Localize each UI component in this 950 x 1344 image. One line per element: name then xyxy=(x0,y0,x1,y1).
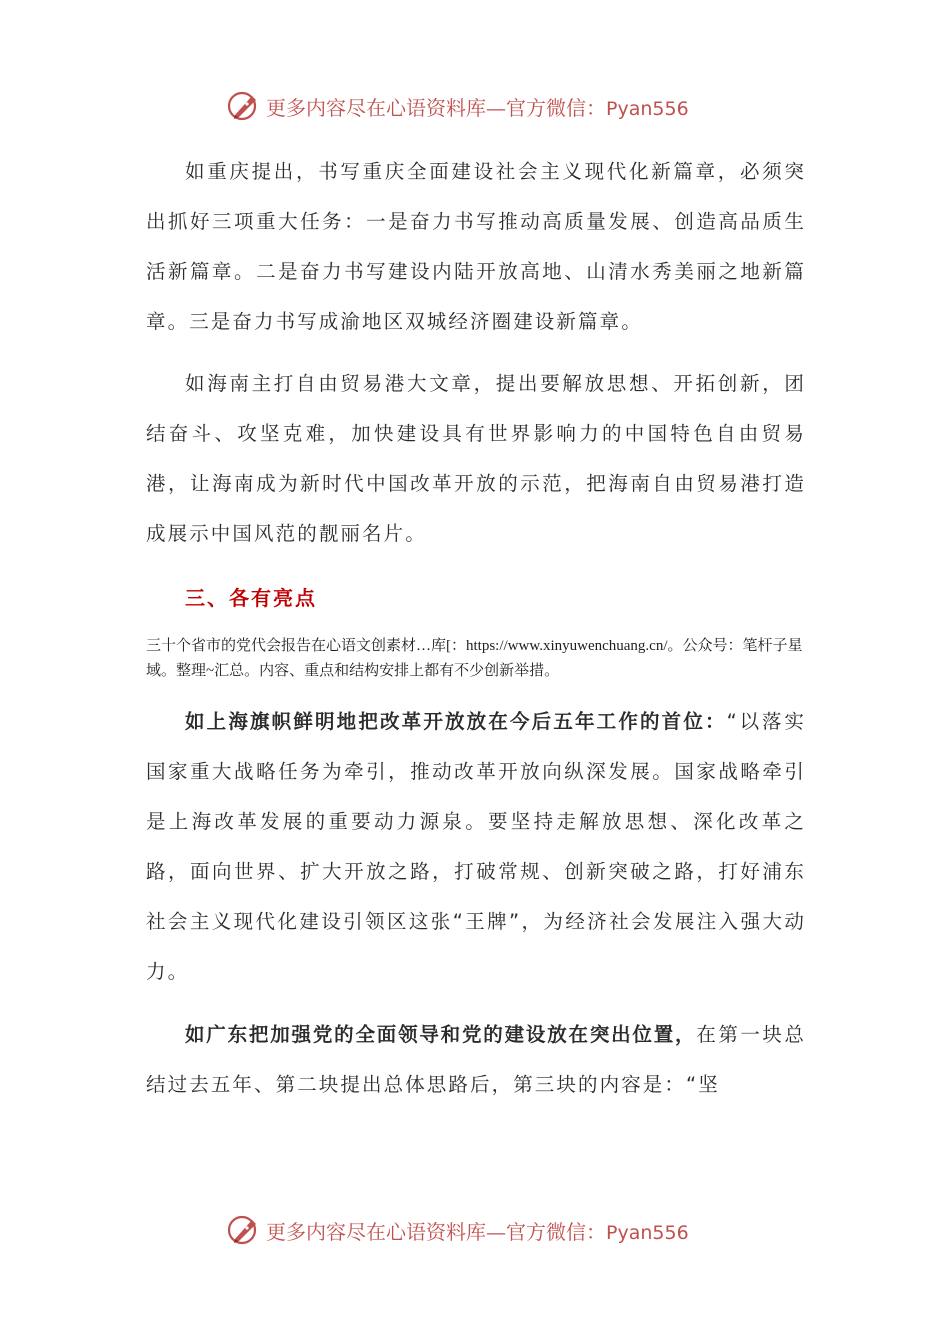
paragraph-lead-bold: 如广东把加强党的全面领导和党的建设放在突出位置， xyxy=(185,1023,697,1046)
paragraph-lead-bold: 如上海旗帜鲜明地把改革开放放在今后五年工作的首位： xyxy=(185,710,727,733)
paragraph-text: 在第一块总结过去五年、第二块提出总体思路后，第三块的内容是：“坚 xyxy=(146,1023,806,1096)
paragraph-hainan xyxy=(146,359,806,559)
paragraph-chongqing xyxy=(146,147,806,347)
paragraph-guangdong xyxy=(146,1010,806,1110)
banner-text: 更多内容尽在心语资料库—官方微信： xyxy=(266,1219,606,1244)
paragraph-shanghai xyxy=(146,697,806,997)
paragraph-text: “以落实国家重大战略任务为牵引，推动改革开放向纵深发展。国家战略牵引是上海改革发展的重要动力源泉。要坚持走解放思想、深化改革之路，面向世界、扩大开放之路，打破常规、创新突破之路，打好浦东社会主义现代化建设引领区这张“王牌”，为经济社会发展注入强大动力。 xyxy=(146,710,806,983)
banner-text: 更多内容尽在心语资料库—官方微信： xyxy=(266,95,606,120)
pen-nib-circle-icon xyxy=(226,1212,262,1248)
header-banner xyxy=(226,86,746,126)
footer-banner xyxy=(226,1210,746,1250)
source-note-text: 三十个省市的党代会报告在心语文创素材…库[：https://www.xinyuwenchuang.cn/。公众号：笔杆子星域。整理~汇总。内容、重点和结构安排上都有不少创新举措。 xyxy=(146,638,803,679)
paragraph-text: 如海南主打自由贸易港大文章，提出要解放思想、开拓创新，团结奋斗、攻坚克难，加快建设具有世界影响力的中国特色自由贸易港，让海南成为新时代中国改革开放的示范，把海南自由贸易港打造成展示中国风范的靓丽名片。 xyxy=(146,372,806,545)
banner-account: Pyan556 xyxy=(606,1221,689,1244)
section-heading-text: 三、各有亮点 xyxy=(185,586,317,610)
paragraph-text: 如重庆提出，书写重庆全面建设社会主义现代化新篇章，必须突出抓好三项重大任务：一是奋力书写推动高质量发展、创造高品质生活新篇章。二是奋力书写建设内陆开放高地、山清水秀美丽之地新篇章。三是奋力书写成渝地区双城经济圈建设新篇章。 xyxy=(146,160,806,333)
source-note xyxy=(146,634,806,684)
banner-account: Pyan556 xyxy=(606,97,689,120)
section-heading xyxy=(146,582,806,611)
pen-nib-circle-icon xyxy=(226,88,262,124)
